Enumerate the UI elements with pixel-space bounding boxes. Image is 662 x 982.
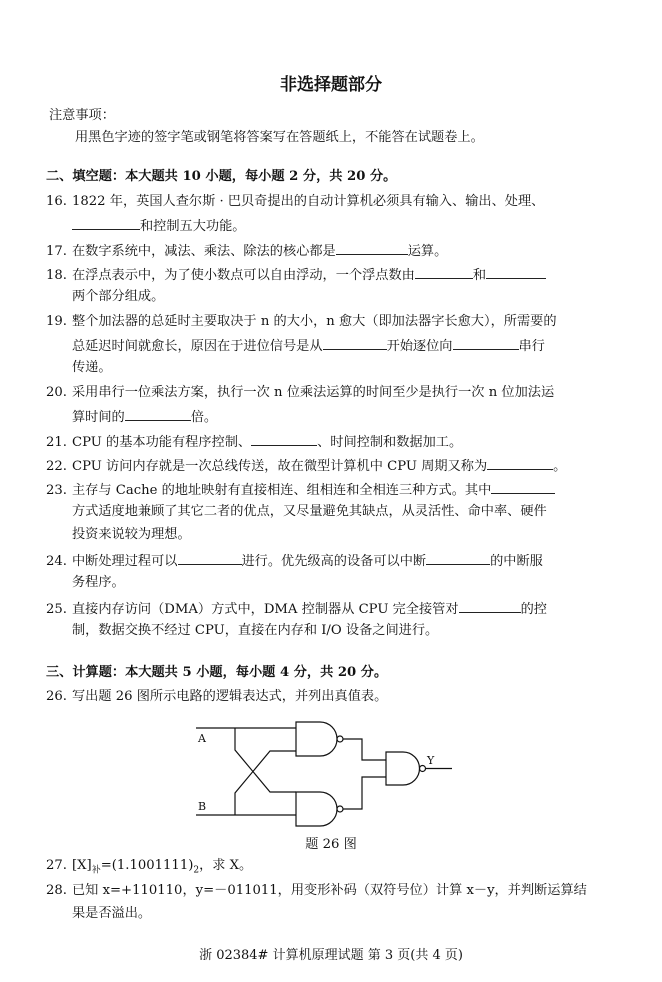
question-text: 。 [553, 459, 567, 474]
question-text: 和控制五大功能。 [140, 219, 246, 234]
section-2-heading: 二、填空题：本大题共 10 小题，每小题 2 分，共 20 分。 [46, 169, 397, 184]
question-text: 的控 [520, 602, 547, 617]
question-text: 中断处理过程可以 [72, 554, 178, 569]
question-number: 16. [46, 194, 67, 209]
question-text: 在数字系统中，减法、乘法、除法的核心都是 [72, 244, 336, 259]
question-text: CPU 的基本功能有程序控制、 [72, 435, 252, 450]
wire-bottom-to-output [343, 777, 386, 809]
question-number: 27. [46, 858, 67, 873]
question-text: 和 [472, 268, 487, 283]
input-b-label: B [198, 800, 207, 813]
output-y-label: Y [427, 754, 435, 767]
question-19-line-3: 传递。 [72, 360, 112, 375]
nand-bubble-top [337, 736, 343, 742]
question-number: 23. [46, 483, 67, 498]
page-title: 非选择题部分 [280, 75, 382, 95]
question-text: 直接内存访问（DMA）方式中，DMA 控制器从 CPU 完全接管对 [72, 602, 459, 617]
question-23-line-2: 方式适度地兼顾了其它二者的优点，又尽量避免其缺点，从灵活性、命中率、硬件 [72, 504, 547, 519]
question-text: 串行 [518, 339, 545, 354]
question-text: CPU 访问内存就是一次总线传送，故在微型计算机中 CPU 周期又称为 [72, 459, 488, 474]
figure-caption: 题 26 图 [305, 837, 357, 852]
question-text: 、时间控制和数据加工。 [317, 435, 463, 450]
question-27 [46, 858, 252, 879]
section-3-heading: 三、计算题：本大题共 5 小题，每小题 4 分，共 20 分。 [46, 665, 388, 680]
question-number: 28. [46, 883, 67, 898]
question-text: 开始逐位向 [386, 339, 453, 354]
nand-gate-bottom [296, 792, 337, 826]
question-text: 主存与 Cache 的地址映射有直接相连、组相连和全相连三种方式。其中 [72, 483, 492, 498]
question-24-line-2: 务程序。 [72, 575, 125, 590]
nand-gate-top [296, 722, 337, 756]
question-28 [46, 883, 587, 899]
question-text: 的中断服 [490, 554, 543, 569]
question-text: 在浮点表示中，为了使小数点可以自由浮动，一个浮点数由 [72, 268, 415, 283]
question-number: 17. [46, 244, 67, 259]
question-text: 已知 x=+110110，y=－011011，用变形补码（双符号位）计算 x－y，并判断运算结 [72, 883, 587, 898]
question-text: 进行。优先级高的设备可以中断 [241, 554, 427, 569]
question-number: 21. [46, 435, 67, 450]
question-text: 算时间的 [72, 410, 125, 425]
question-text: 整个加法器的总延时主要取决于 n 的大小，n 愈大（即加法器字长愈大），所需要的 [72, 314, 557, 329]
question-text: =(1.1001111) [100, 858, 194, 873]
question-number: 19. [46, 314, 67, 329]
question-number: 22. [46, 459, 67, 474]
question-28-line-2: 果是否溢出。 [72, 906, 152, 921]
question-text: 1822 年，英国人查尔斯 · 巴贝奇提出的自动计算机必须具有输入、输出、处理、 [72, 194, 545, 209]
question-23-line-3: 投资来说较为理想。 [72, 527, 191, 542]
question-text: 倍。 [190, 410, 218, 425]
question-text: ，求 X。 [199, 858, 253, 873]
subscript: 2 [193, 865, 200, 876]
question-number: 25. [46, 602, 67, 617]
question-number: 20. [46, 385, 67, 400]
question-text: 写出题 26 图所示电路的逻辑表达式，并列出真值表。 [72, 689, 388, 704]
nand-gate-output [386, 752, 420, 785]
question-text: 采用串行一位乘法方案，执行一次 n 位乘法运算的时间至少是执行一次 n 位加法运 [72, 385, 555, 400]
question-25-line-2: 制，数据交换不经过 CPU，直接在内存和 I/O 设备之间进行。 [72, 623, 439, 638]
nand-bubble-bottom [337, 806, 343, 812]
page-footer: 浙 02384# 计算机原理试题 第 3 页(共 4 页) [199, 948, 463, 963]
nand-bubble-output [420, 766, 426, 772]
subscript: 补 [91, 865, 101, 876]
question-number: 24. [46, 554, 67, 569]
input-a-label: A [198, 732, 206, 745]
question-text: 总延迟时间就愈长，原因在于进位信号是从 [72, 339, 323, 354]
question-text: [X] [72, 858, 92, 873]
question-text: 运算。 [407, 244, 448, 259]
wire-top-to-output [343, 739, 386, 760]
question-18-line-2: 两个部分组成。 [72, 289, 165, 304]
notice-heading: 注意事项： [49, 108, 115, 123]
question-number: 18. [46, 268, 67, 283]
question-number: 26. [46, 689, 67, 704]
notice-text: 用黑色字迹的签字笔或钢笔将答案写在答题纸上，不能答在试题卷上。 [75, 130, 484, 145]
